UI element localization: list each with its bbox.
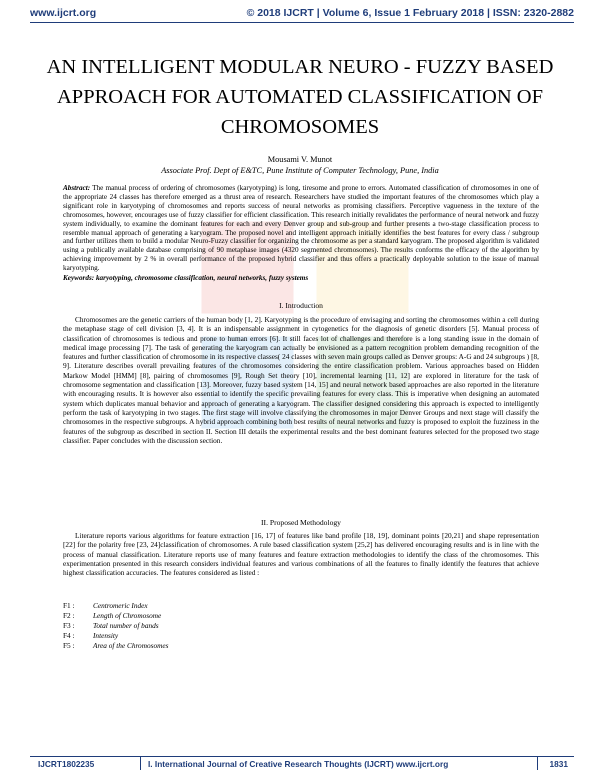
issue-info: © 2018 IJCRT | Volume 6, Issue 1 February 2018 | ISSN: 2320-2882 [246, 7, 574, 19]
paper-title: AN INTELLIGENT MODULAR NEURO - FUZZY BASED APPROACH FOR AUTOMATED CLASSIFICATION OF CHROMOSOMES [46, 56, 554, 138]
list-item: F1 : Centromeric Index [63, 601, 148, 610]
page-number: 1831 [549, 759, 568, 769]
keywords-text: karyotyping, chromosome classification, neural networks, fuzzy systems [95, 274, 309, 282]
abstract-label: Abstract: [63, 184, 91, 192]
section-heading-methodology: II. Proposed Methodology [261, 518, 341, 527]
journal-name: I. International Journal of Creative Research Thoughts (IJCRT) www.ijcrt.org [148, 759, 449, 769]
list-item: F5 : Area of the Chromosomes [63, 641, 169, 650]
methodology-text: Literature reports various algorithms for feature extraction [16, 17] of features like band profile [18, 19], dominant points [20,21] and shape representation [22] for the polarity free [23, 24]classification of chromosomes. A rule based classification system [25,2] has delivered encouraging results and is in line with the process of manual classification. Literature reports use of many features and feature extraction methodologies to identify the class of the chromosomes. This experimentation presented in this research considers individual features and various combinations of all the features to finally identify the features that achieve highest classification accuracies. The features considered as listed : [63, 531, 539, 578]
abstract [63, 184, 539, 273]
keywords-label: Keywords: [63, 274, 95, 282]
header-divider [30, 22, 574, 23]
author-affiliation: Associate Prof. Dept of E&TC, Pune Institute of Computer Technology, Pune, India [161, 166, 439, 175]
author-block [20, 154, 580, 176]
abstract-text: The manual process of ordering of chromosomes (karyotyping) is long, tiresome and prone to errors. Automated classification of chromosomes in one of the appropriate 24 classes has therefore emerged as a thrust area of research. Researchers have studied the important features of the chromosomes which play a significant role in karyotyping of chromosomes and reports success of neural networks as promising classifiers. Perceptive vagueness in the texture of the chromosomes, however, encourages use of fuzzy classifier for efficient classification. This research initially revalidates the performance of neural network and fuzzy system individually, to examine the dominant features for each and every Denver group and sub-group and further presents a two-stage classification process to resemble manual approach of generating a karyogram. The proposed novel and intelligent approach initially identifies the best features for every class / subgroup and further utilizes them to build a modular Neuro-Fuzzy classifier for organizing the chromosome as per a standard karyogram. The proposed algorithm is validated using a publically available database comprising of 90 metaphase images (4320 segmented chromosomes). The results conforms the efficacy of the algorithm by achieving improvement by 2 % in overall performance of the proposed hybrid classifier and thus offers a practically deployable solution to the issue of manual karyotyping. [63, 184, 539, 273]
site-link[interactable]: www.ijcrt.org [30, 7, 97, 19]
footer-separator [140, 756, 141, 770]
list-item: F2 : Length of Chromosome [63, 611, 162, 620]
feature-list [63, 601, 168, 651]
footer-divider [30, 756, 574, 757]
list-item: F3 : Total number of bands [63, 621, 159, 630]
footer-separator [537, 756, 538, 770]
page-header [20, 4, 580, 22]
list-item: F4 : Intensity [63, 631, 119, 640]
author-name: Mousami V. Munot [267, 155, 333, 164]
paper-id: IJCRT1802235 [38, 759, 95, 769]
introduction-text: Chromosomes are the genetic carriers of the human body [1, 2]. Karyotyping is the procedure of envisaging and sorting the chromosomes within a cell during the metaphase stage of cell division [3, 4]. It is an indispensable assignment in cytogenetics for the diagnosis of genetic disorders [5]. Manual process of classification of chromosomes is tedious and prone to human errors [6]. It still faces lot of challenges and therefore is a long standing issue in the domain of medical image processing [7]. The task of generating the karyogram can actually be envisioned as a pattern recognition problem demanding recognition of the features and further classification of chromosome in its respective classes( 24 classes with seven main groups called as Denver groups: A-G and 24 subgroups ) [8, 9]. Literature describes overall prevailing features of the chromosomes considering the entire classification problem. Various approaches based on Hidden Markow Model [HMM] [8], pairing of chromosomes [9], Rough Set theory [10], incremental learning [11, 12] are explored in literature for the task of chromosome segmentation and classification [13]. Moreover, fuzzy based system [14, 15] and neural network based approaches are also reported in the literature with encouraging results. It is however also essential to identify the specific prevailing features for every class. This is imperative when designing an automated system which duplicates manual behavior and approach of generating a karyogram. The classifier designed considering this approach is expected to intelligently perform the task of karyotyping in two stages. The first stage will involve classifying the chromosomes in major Denver Groups and next stage will classify the chromosomes in the respective subgroups. A hybrid approach combining both best results of neural networks and fuzzy is proposed to exploit the fuzziness in the features of the subgroup as described in section II. Section III details the experimental results and the best dominant features selected for the proposed two stage classifier. Paper concludes with the discussion section. [63, 315, 539, 445]
section-heading-introduction: I. Introduction [279, 301, 323, 310]
keywords [63, 274, 539, 283]
